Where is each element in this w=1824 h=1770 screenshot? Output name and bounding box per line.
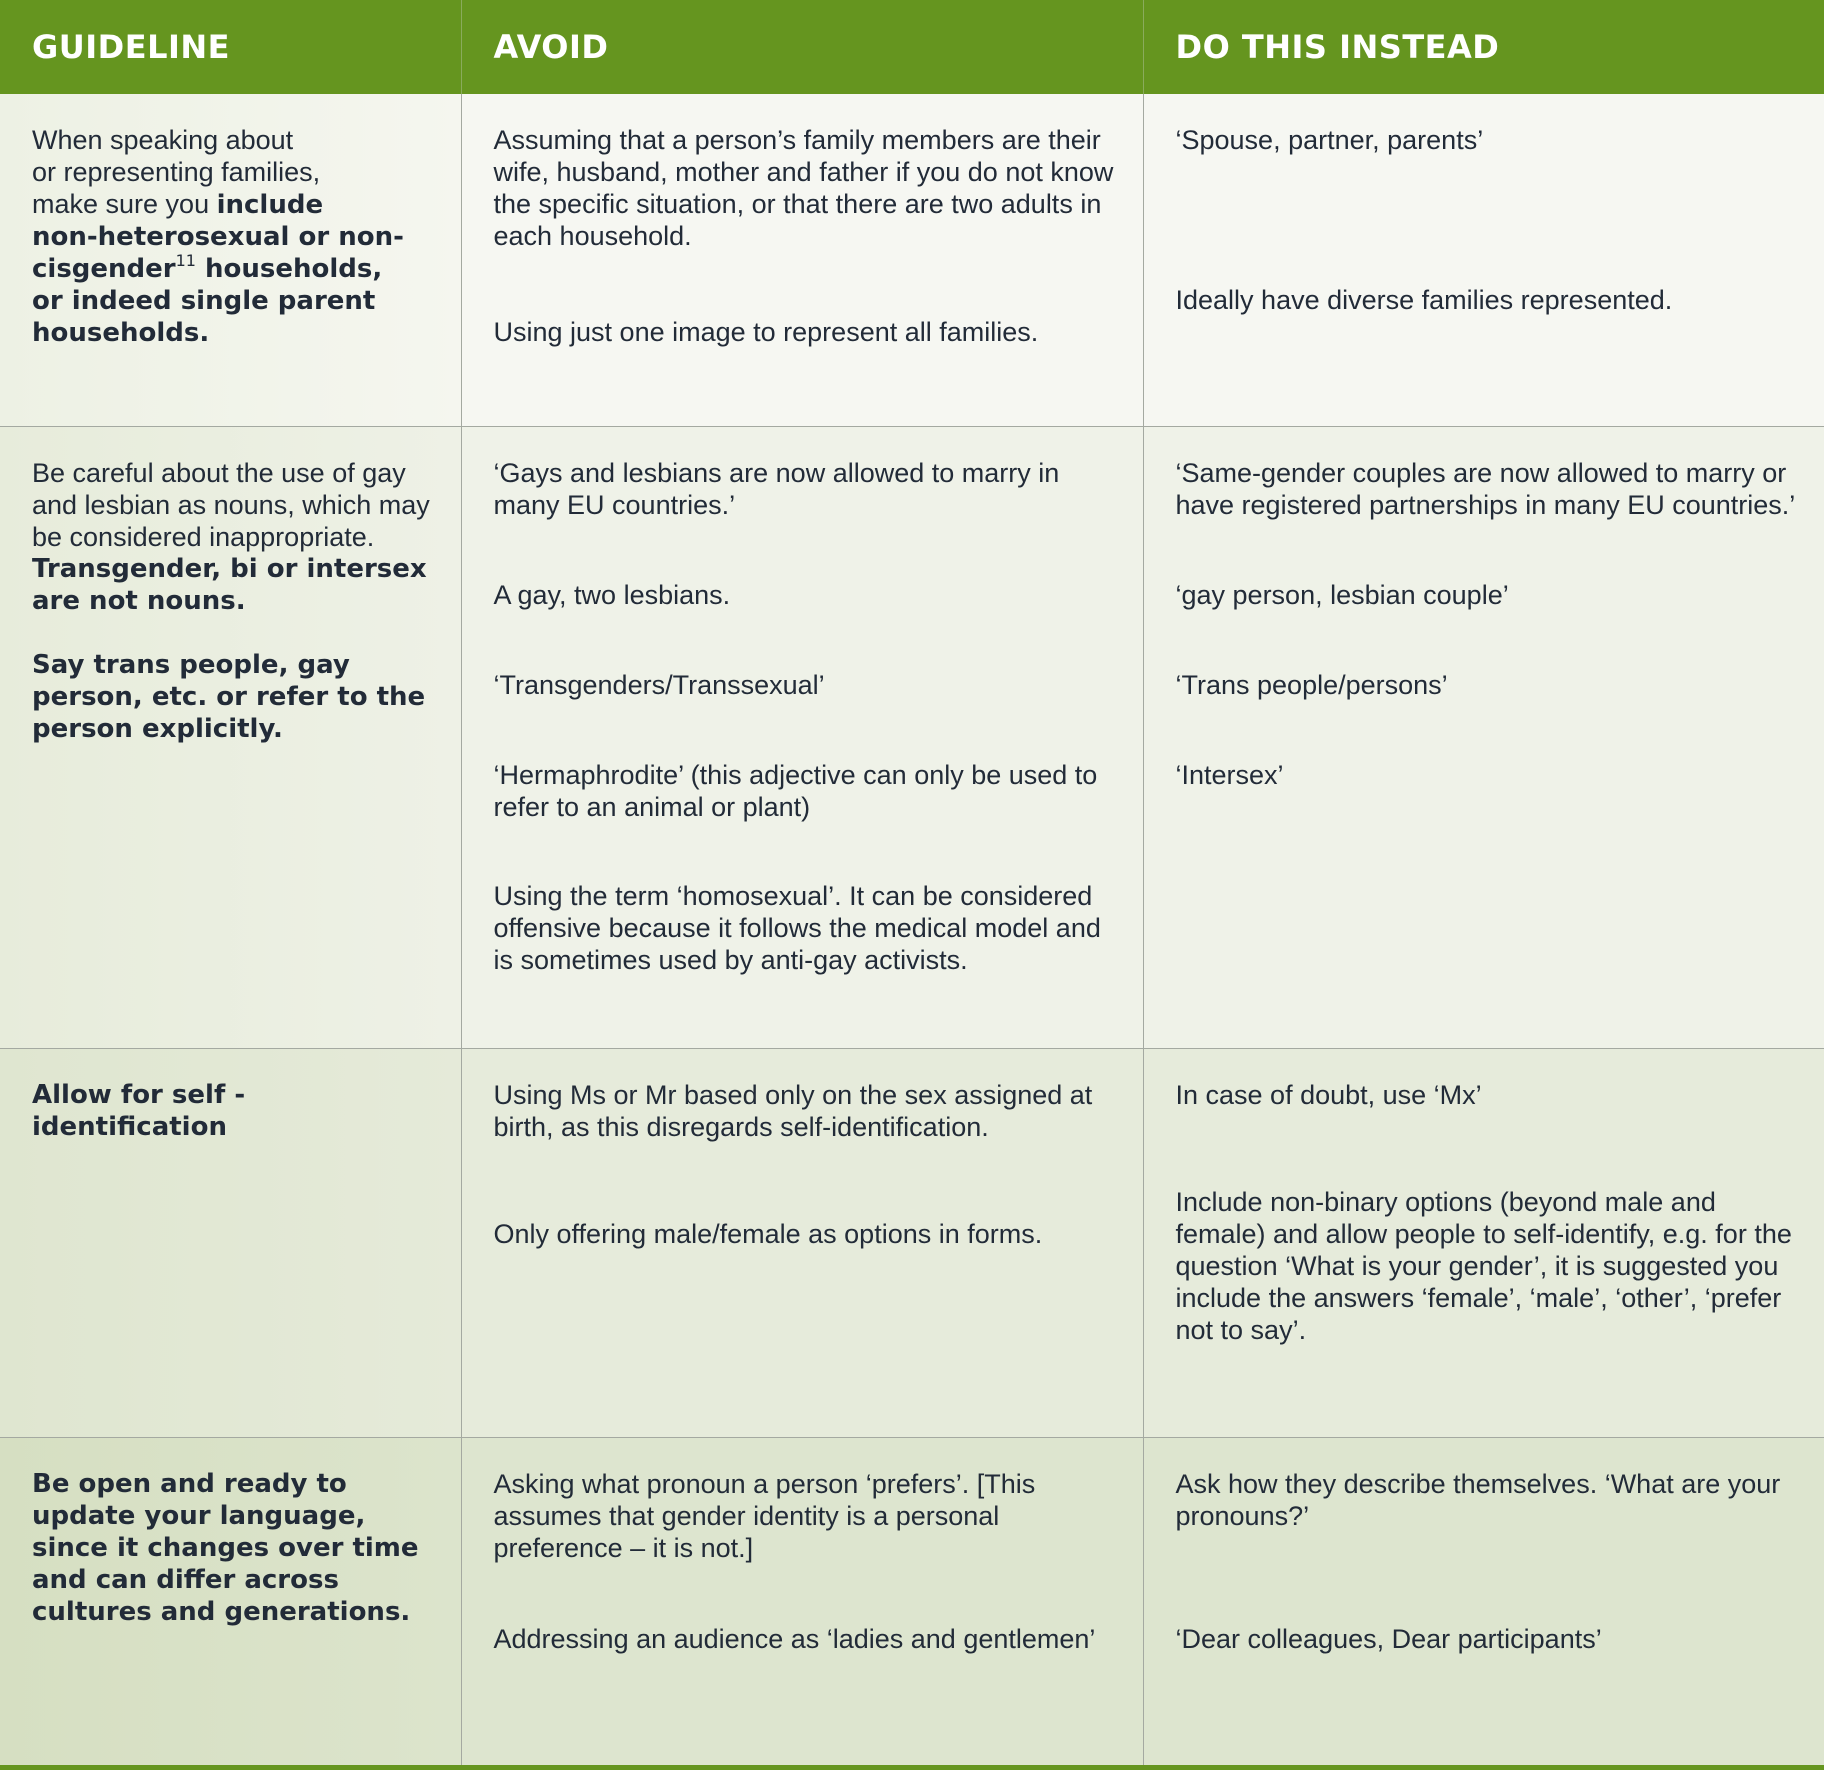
avoid-cell bbox=[461, 1438, 1143, 1768]
instead-item: Ideally have diverse families represented. bbox=[1175, 285, 1673, 315]
footnote-marker: 11 bbox=[175, 251, 196, 270]
table-row bbox=[0, 427, 1824, 1049]
avoid-item: ‘Gays and lesbians are now allowed to marry in many EU countries.’ bbox=[493, 458, 1060, 520]
table-header-row bbox=[0, 0, 1824, 94]
guideline-bold-text: Transgender, bi or intersex are not nouns. bbox=[32, 554, 427, 616]
avoid-cell bbox=[461, 94, 1143, 427]
instead-item: ‘gay person, lesbian couple’ bbox=[1175, 580, 1509, 610]
instead-cell bbox=[1143, 94, 1824, 427]
avoid-cell bbox=[461, 1049, 1143, 1438]
instead-item: Include non-binary options (beyond male and female) and allow people to self-identify, e.g. for the question ‘What is your gender’, it is suggested you include the answers ‘female’, ‘male’, ‘other’, ‘prefer not to say’. bbox=[1175, 1187, 1792, 1345]
table-row bbox=[0, 94, 1824, 427]
avoid-item: Using the term ‘homosexual’. It can be considered offensive because it follows the medical model and is sometimes used by anti-gay activists. bbox=[493, 881, 1101, 975]
guideline-bold-text bbox=[32, 253, 441, 285]
avoid-item: ‘Transgenders/Transsexual’ bbox=[493, 670, 825, 700]
header-avoid: AVOID bbox=[461, 0, 1143, 94]
guideline-bold-text: Say trans people, gay person, etc. or refer to the person explicitly. bbox=[32, 650, 426, 744]
instead-item: ‘Intersex’ bbox=[1175, 760, 1284, 790]
avoid-item: Only offering male/female as options in forms. bbox=[493, 1219, 1043, 1249]
instead-item: Ask how they describe themselves. ‘What are your pronouns?’ bbox=[1175, 1469, 1781, 1531]
instead-cell bbox=[1143, 1438, 1824, 1768]
instead-item: ‘Dear colleagues, Dear participants’ bbox=[1175, 1624, 1602, 1654]
instead-item: ‘Spouse, partner, parents’ bbox=[1175, 125, 1484, 155]
guideline-text-part: make sure you bbox=[32, 189, 217, 219]
table-row bbox=[0, 1049, 1824, 1438]
avoid-item: ‘Hermaphrodite’ (this adjective can only be used to refer to an animal or plant) bbox=[493, 760, 1098, 822]
guideline-cell bbox=[0, 94, 461, 427]
guideline-bold-text: Be open and ready to update your language, since it changes over time and can differ across cultures and generations. bbox=[32, 1469, 419, 1627]
avoid-item: Using Ms or Mr based only on the sex assigned at birth, as this disregards self-identification. bbox=[493, 1080, 1093, 1142]
instead-cell bbox=[1143, 1049, 1824, 1438]
avoid-item: Using just one image to represent all families. bbox=[493, 317, 1039, 347]
guideline-bold-text: Allow for self - identification bbox=[32, 1080, 246, 1142]
instead-item: ‘Same-gender couples are now allowed to marry or have registered partnerships in many EU countries.’ bbox=[1175, 458, 1796, 520]
guideline-bold-text: non-heterosexual or non- bbox=[32, 222, 404, 252]
avoid-item: Asking what pronoun a person ‘prefers’. [This assumes that gender identity is a personal preference – it is not.] bbox=[493, 1469, 1036, 1563]
guideline-cell bbox=[0, 427, 461, 1049]
table-row bbox=[0, 1438, 1824, 1768]
avoid-item: A gay, two lesbians. bbox=[493, 580, 731, 610]
guideline-bold-part: households, bbox=[195, 254, 383, 284]
guideline-cell bbox=[0, 1438, 461, 1768]
instead-cell bbox=[1143, 427, 1824, 1049]
avoid-item: Assuming that a person’s family members are their wife, husband, mother and father if you do not know the specific situation, or that there are two adults in each household. bbox=[493, 125, 1114, 251]
guideline-bold-text: households. bbox=[32, 318, 210, 348]
guideline-text: Be careful about the use of gay and lesbian as nouns, which may be considered inappropriate. bbox=[32, 458, 430, 552]
guideline-bold-text: or indeed single parent bbox=[32, 286, 376, 316]
guideline-text: When speaking about bbox=[32, 125, 294, 155]
instead-item: ‘Trans people/persons’ bbox=[1175, 670, 1448, 700]
guideline-text bbox=[32, 188, 441, 221]
guideline-text: or representing families, bbox=[32, 157, 321, 187]
instead-item: In case of doubt, use ‘Mx’ bbox=[1175, 1080, 1482, 1110]
avoid-cell bbox=[461, 427, 1143, 1049]
header-guideline: GUIDELINE bbox=[0, 0, 461, 94]
avoid-item: Addressing an audience as ‘ladies and gentlemen’ bbox=[493, 1624, 1096, 1654]
guideline-bold-text: include bbox=[216, 190, 324, 220]
guideline-bold-part: cisgender bbox=[32, 254, 176, 284]
header-do-this-instead: DO THIS INSTEAD bbox=[1143, 0, 1824, 94]
guideline-cell bbox=[0, 1049, 461, 1438]
